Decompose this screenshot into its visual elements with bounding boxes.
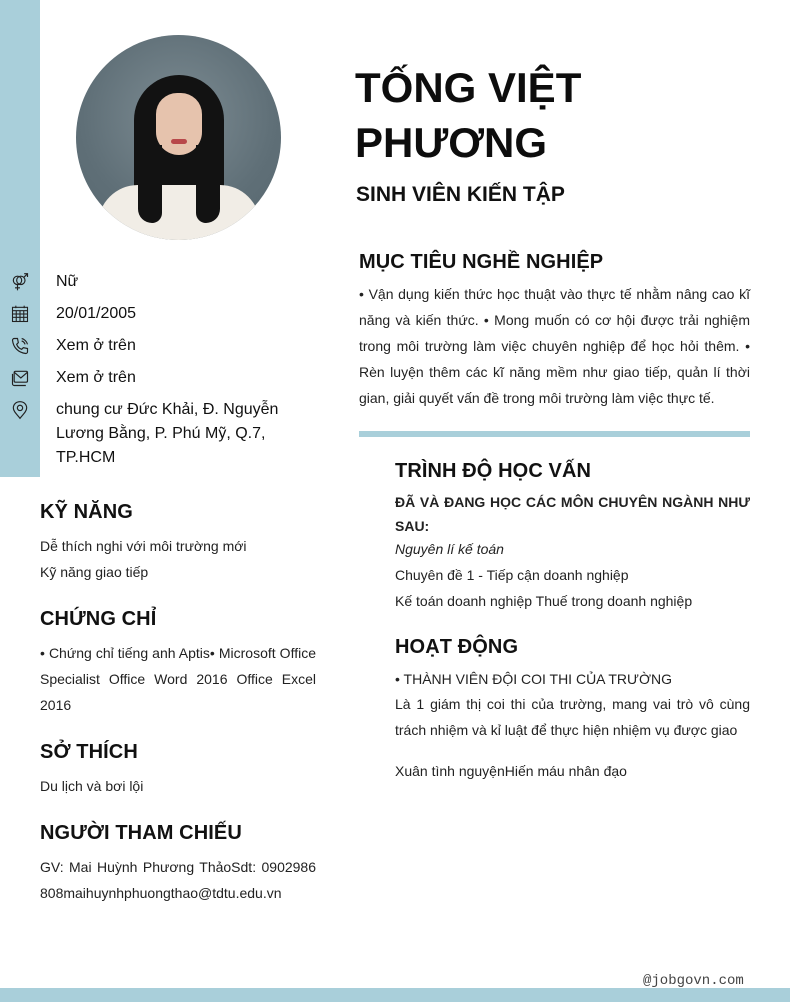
references-title: NGƯỜI THAM CHIẾU: [40, 822, 242, 844]
photo-lips: [171, 139, 187, 144]
education-subtitle: ĐÃ VÀ ĐANG HỌC CÁC MÔN CHUYÊN NGÀNH NHƯ SAU:: [395, 494, 750, 534]
address-value: chung cư Đức Khải, Đ. Nguyễn Lương Bằng, P. Phú Mỹ, Q.7, TP.HCM: [56, 401, 279, 466]
skills-list: [40, 533, 316, 585]
objective-text: • Vận dụng kiến thức học thuật vào thực tế nhằm nâng cao kĩ năng và kiến thức. • Mong muốn có cơ hội được trải nghiệm trong môi trường làm việc chuyên nghiệp để học hỏi thêm. • Rèn luyện thêm các kĩ năng mềm như giao tiếp, quản lí thời gian, giải quyết vấn đề trong môi trường làm việc thực tế.: [359, 286, 750, 406]
calendar-icon: [0, 302, 40, 324]
email-icon: [0, 366, 40, 388]
certificates-text: • Chứng chỉ tiếng anh Aptis• Microsoft Office Specialist Office Word 2016 Office Excel 2016: [40, 645, 316, 713]
footer-accent-band: [0, 988, 790, 1002]
skills-title: KỸ NĂNG: [40, 501, 133, 523]
education-title: TRÌNH ĐỘ HỌC VẤN: [395, 460, 592, 482]
location-icon: [0, 398, 40, 420]
candidate-role: SINH VIÊN KIẾN TẬP: [356, 183, 565, 206]
name-line-2: PHƯƠNG: [355, 119, 548, 166]
activity-other: Xuân tình nguyệnHiến máu nhân đạo: [395, 763, 627, 779]
hobbies-title: SỞ THÍCH: [40, 741, 138, 763]
activity-role: • THÀNH VIÊN ĐỘI COI THI CỦA TRƯỜNG: [395, 671, 673, 687]
references-text: GV: Mai Huỳnh Phương ThảoSdt: 0902986808maihuynhphuongthao@tdtu.edu.vn: [40, 859, 316, 901]
skill-item: Dễ thích nghi với môi trường mới: [40, 538, 247, 554]
contact-phone: [0, 334, 296, 358]
activities-title: HOẠT ĐỘNG: [395, 636, 519, 658]
hobbies-text: Du lịch và bơi lội: [40, 778, 144, 794]
candidate-name: [355, 60, 675, 170]
contact-address: [0, 398, 296, 470]
course-item: Kế toán doanh nghiệp Thuế trong doanh nghiệp: [395, 593, 693, 609]
course-item: Chuyên đề 1 - Tiếp cận doanh nghiệp: [395, 567, 629, 583]
photo-hair-right: [196, 145, 220, 223]
name-line-1: TỐNG VIỆT: [355, 64, 582, 111]
activity-description: Là 1 giám thị coi thi của trường, mang vai trò vô cùng trách nhiệm và kỉ luật để thực hiện nhiệm vụ được giao: [395, 696, 750, 738]
phone-icon: [0, 334, 40, 356]
objective-title: MỤC TIÊU NGHỀ NGHIỆP: [359, 251, 604, 273]
gender-icon: [0, 270, 40, 292]
birthdate-value: 20/01/2005: [56, 305, 137, 322]
course-item: Nguyên lí kế toán: [395, 541, 504, 557]
contact-gender: [0, 270, 296, 294]
watermark: @jobgovn.com: [643, 973, 744, 989]
email-value: Xem ở trên: [56, 369, 136, 386]
gender-value: Nữ: [56, 273, 79, 290]
photo-shirt: [98, 185, 260, 240]
skill-item: Kỹ năng giao tiếp: [40, 564, 149, 580]
contact-email: [0, 366, 296, 390]
contact-birthdate: [0, 302, 296, 326]
profile-photo: [76, 35, 281, 240]
section-divider: [359, 431, 750, 437]
education-courses: [395, 536, 750, 614]
certificates-title: CHỨNG CHỈ: [40, 608, 157, 630]
photo-hair-left: [138, 145, 162, 223]
phone-value: Xem ở trên: [56, 337, 136, 354]
